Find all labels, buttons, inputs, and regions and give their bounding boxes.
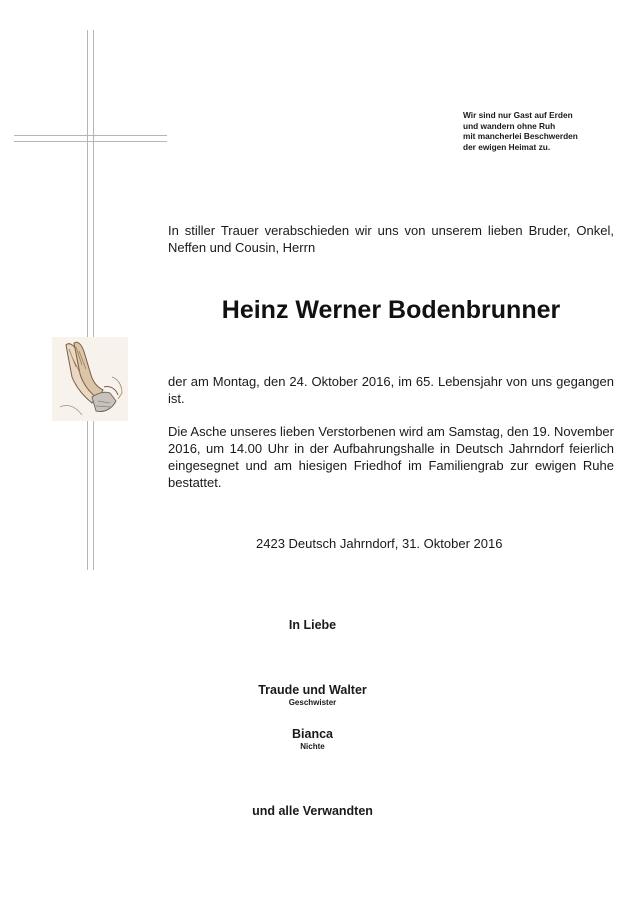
mourner-group xyxy=(200,683,425,707)
closing-text: In Liebe xyxy=(288,618,337,632)
final-line: und alle Verwandten xyxy=(252,804,373,818)
verse xyxy=(463,110,631,152)
cross-icon xyxy=(87,30,94,570)
place-date: 2423 Deutsch Jahrndorf, 31. Oktober 2016 xyxy=(256,536,503,551)
death-notice: der am Montag, den 24. Oktober 2016, im 65. Lebensjahr von uns gegangen ist. xyxy=(168,374,614,406)
verse-line: Wir sind nur Gast auf Erden xyxy=(463,110,573,120)
mourner-relation: Geschwister xyxy=(288,698,337,707)
verse-line: mit mancherlei Beschwerden xyxy=(463,131,578,142)
mourner-group xyxy=(200,727,425,751)
mourner-name: Traude und Walter xyxy=(258,683,367,697)
mourner-relation: Nichte xyxy=(300,742,325,751)
verse-line: und wandern ohne Ruh xyxy=(463,120,556,131)
deceased-name: Heinz Werner Bodenbrunner xyxy=(221,296,561,324)
intro-text: In stiller Trauer verabschieden wir uns von unserem lieben Bruder, Onkel, Neffen und Cousin, Herrn xyxy=(168,223,614,255)
cross-icon-crossbar xyxy=(14,135,167,142)
funeral-notice: Die Asche unseres lieben Verstorbenen wird am Samstag, den 19. November 2016, um 14.00 Uhr in der Aufbahrungshalle in Deutsch Jahrndorf feierlich eingesegnet und am hiesigen Friedhof im Familiengrab zur ewigen Ruhe bestattet. xyxy=(168,424,614,490)
praying-hands-icon xyxy=(52,337,128,421)
mourner-name: Bianca xyxy=(292,727,333,741)
verse-line: der ewigen Heimat zu. xyxy=(463,141,551,152)
